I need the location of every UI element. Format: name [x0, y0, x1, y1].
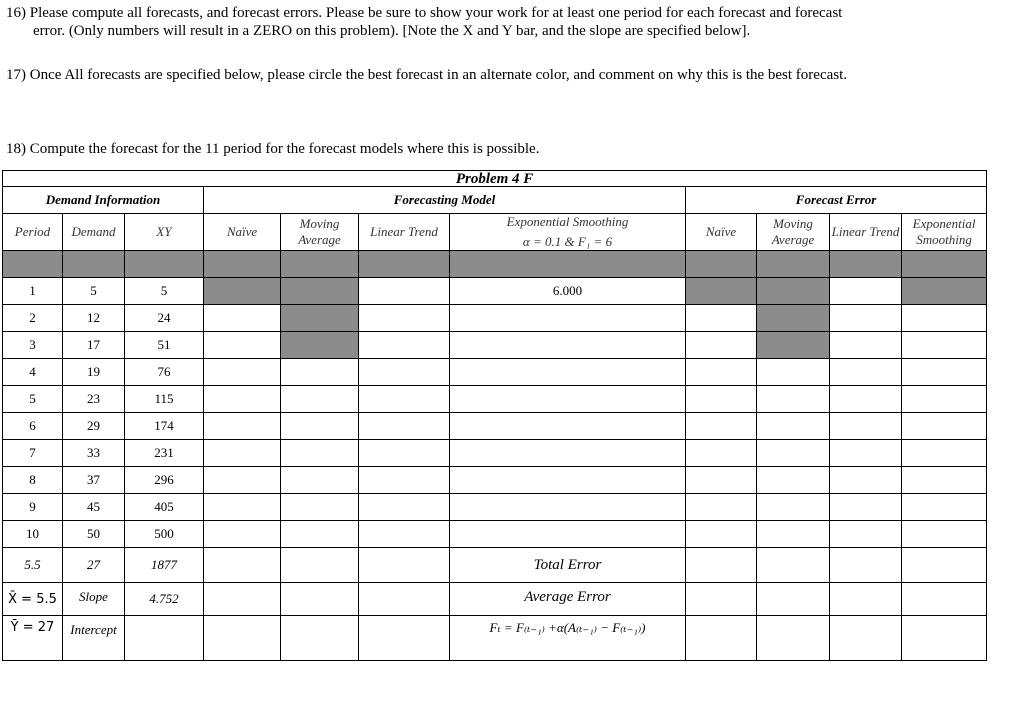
slope-row	[3, 583, 987, 616]
question-17: 17) Once All forecasts are specified below, please circle the best forecast in an alternate color, and comment on why this is the best forecast.	[6, 67, 848, 83]
demand-cell: 12	[63, 305, 125, 332]
period-cell: 5	[3, 386, 63, 413]
xy-cell: 500	[125, 521, 204, 548]
xy-cell: 296	[125, 467, 204, 494]
demand-cell: 29	[63, 413, 125, 440]
xy-cell: 76	[125, 359, 204, 386]
section-header-row	[3, 187, 987, 214]
demand-cell: 17	[63, 332, 125, 359]
col-naive: Naïve	[204, 214, 281, 251]
col-err-linear: Linear Trend	[830, 214, 902, 251]
col-err-exp: Exponential Smoothing	[902, 214, 987, 251]
col-period: Period	[3, 214, 63, 251]
average-error-label: Average Error	[450, 583, 686, 616]
period-cell: 8	[3, 467, 63, 494]
slope-label: Slope	[63, 583, 125, 616]
exp-smoothing-formula: Fₜ = F₍ₜ₋₁₎ +α(A₍ₜ₋₁₎ − F₍ₜ₋₁₎)	[450, 616, 686, 661]
period-cell: 10	[3, 521, 63, 548]
demand-information-header: Demand Information	[3, 187, 204, 214]
gray-row	[3, 251, 987, 278]
exp-forecast-cell: 6.000	[450, 278, 686, 305]
xy-cell: 115	[125, 386, 204, 413]
x-bar: X̄ = 5.5	[3, 583, 63, 616]
period-cell: 3	[3, 332, 63, 359]
demand-cell: 37	[63, 467, 125, 494]
question-18: 18) Compute the forecast for the 11 period for the forecast models where this is possible.	[6, 141, 540, 157]
period-mean: 5.5	[3, 548, 63, 583]
intercept-row	[3, 616, 987, 661]
table-row	[3, 413, 987, 440]
demand-cell: 23	[63, 386, 125, 413]
table-row	[3, 278, 987, 305]
problem-title: Problem 4 F	[3, 171, 987, 187]
col-linear-trend: Linear Trend	[359, 214, 450, 251]
demand-cell: 5	[63, 278, 125, 305]
demand-cell: 19	[63, 359, 125, 386]
col-xy: XY	[125, 214, 204, 251]
period-cell: 4	[3, 359, 63, 386]
table-row	[3, 521, 987, 548]
xy-sum: 1877	[125, 548, 204, 583]
col-exp-smoothing	[450, 214, 686, 251]
table-row	[3, 440, 987, 467]
col-err-moving: Moving Average	[757, 214, 830, 251]
intercept-label: Intercept	[63, 616, 125, 661]
column-header-row	[3, 214, 987, 251]
period-cell: 7	[3, 440, 63, 467]
forecast-error-header: Forecast Error	[686, 187, 987, 214]
table-row	[3, 332, 987, 359]
question-16-line2: error. (Only numbers will result in a ZERO on this problem). [Note the X and Y bar, and the slope are specified below].	[33, 23, 751, 39]
table-row	[3, 494, 987, 521]
y-bar: Ȳ = 27	[3, 616, 63, 661]
col-demand: Demand	[63, 214, 125, 251]
xy-cell: 405	[125, 494, 204, 521]
period-cell: 2	[3, 305, 63, 332]
demand-cell: 50	[63, 521, 125, 548]
xy-cell: 231	[125, 440, 204, 467]
slope-value: 4.752	[125, 583, 204, 616]
forecasting-model-header: Forecasting Model	[204, 187, 686, 214]
table-row	[3, 386, 987, 413]
table-row	[3, 305, 987, 332]
total-error-label: Total Error	[450, 548, 686, 583]
xy-cell: 51	[125, 332, 204, 359]
table-row	[3, 359, 987, 386]
col-exp-smoothing-params: α = 0.1 & F₁ = 6	[522, 234, 613, 249]
xy-cell: 5	[125, 278, 204, 305]
period-cell: 9	[3, 494, 63, 521]
col-err-naive: Naïve	[686, 214, 757, 251]
period-cell: 1	[3, 278, 63, 305]
xy-cell: 174	[125, 413, 204, 440]
question-16	[6, 4, 1021, 40]
question-16-line1: 16) Please compute all forecasts, and forecast errors. Please be sure to show your work for at least one period for each forecast and forecast	[6, 5, 843, 21]
forecast-table	[2, 170, 987, 661]
demand-cell: 45	[63, 494, 125, 521]
totals-row	[3, 548, 987, 583]
demand-mean: 27	[63, 548, 125, 583]
period-cell: 6	[3, 413, 63, 440]
table-row	[3, 467, 987, 494]
demand-cell: 33	[63, 440, 125, 467]
col-exp-smoothing-title: Exponential Smoothing	[506, 214, 629, 229]
problem-title-row	[3, 171, 987, 187]
xy-cell: 24	[125, 305, 204, 332]
col-moving-average: Moving Average	[281, 214, 359, 251]
